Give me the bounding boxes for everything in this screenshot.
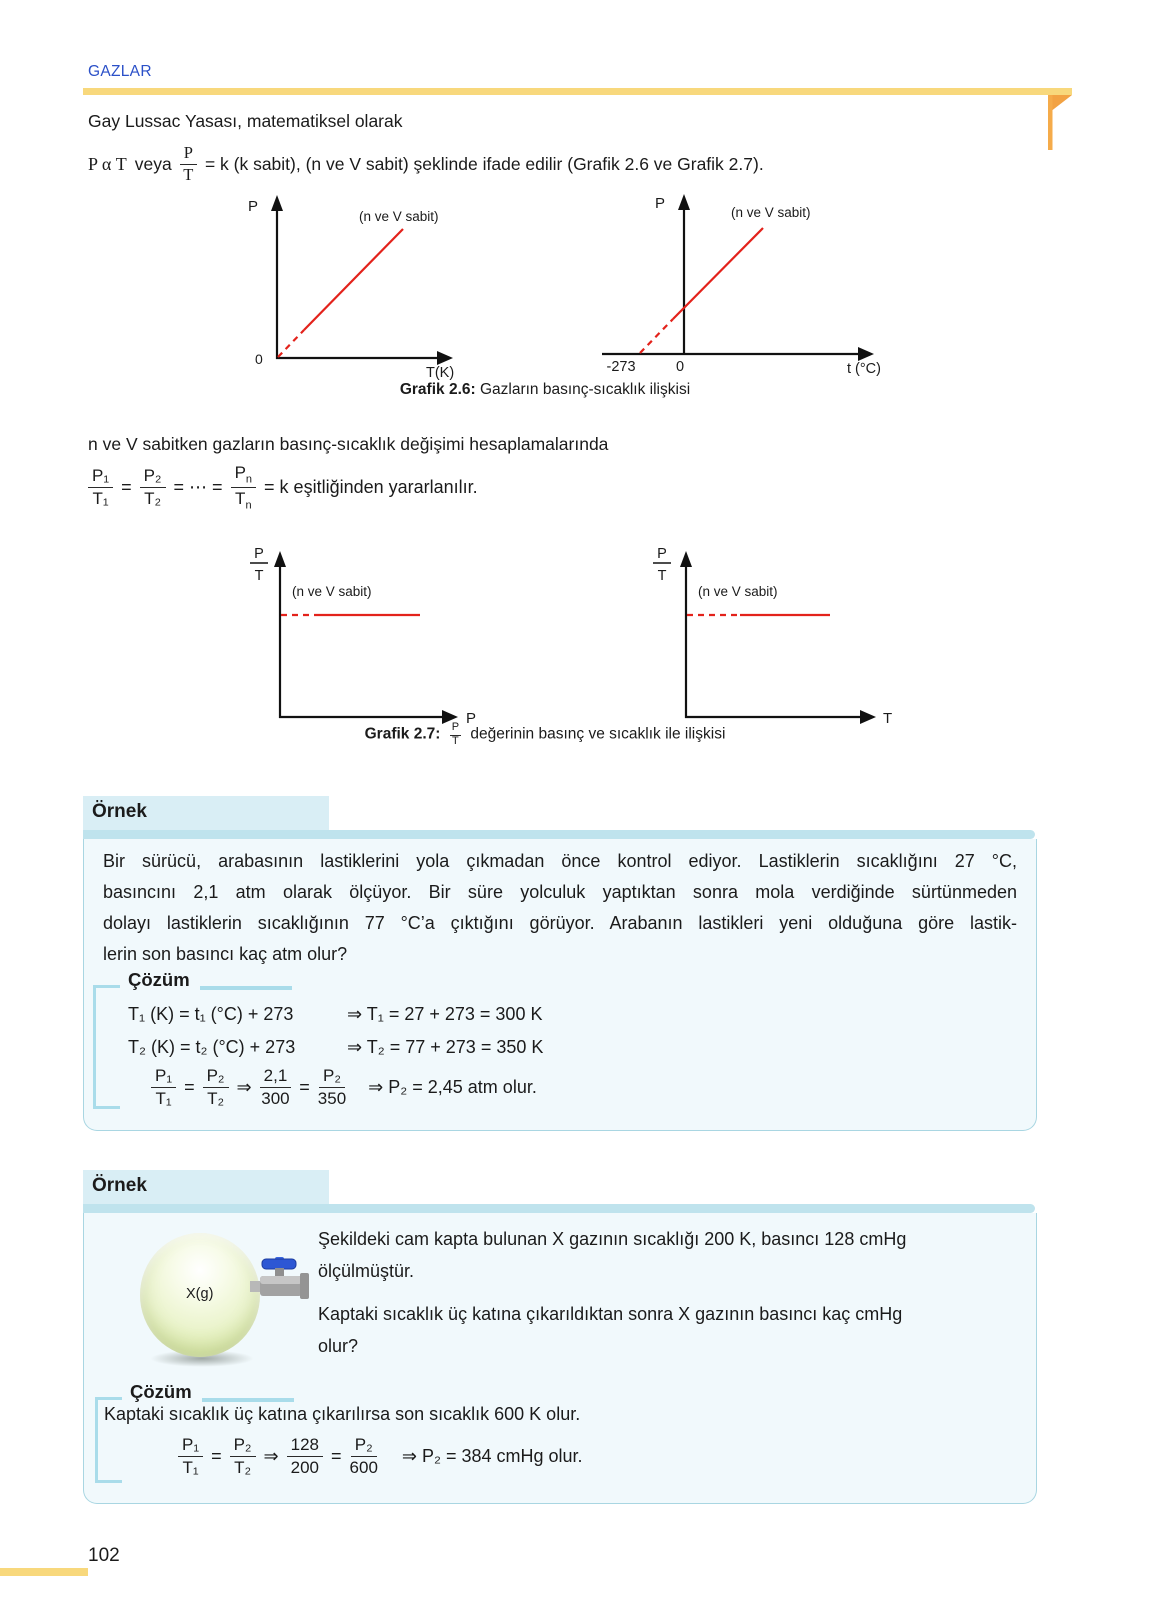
y-axis-label-denominator: T (254, 568, 264, 584)
x-axis-label: t (°C) (847, 361, 881, 377)
solution-final-result: ⇒ P₂ = 2,45 atm olur. (368, 1076, 537, 1097)
fraction-p1-t1: $\frac{\text{P₁}}{\text{T₁}}$ (151, 1066, 176, 1108)
proportionality-expression: P α T (88, 153, 127, 174)
equals-sign: = (299, 1076, 310, 1097)
chain-equation (88, 463, 478, 512)
equals-sign: = (331, 1445, 342, 1466)
x-axis-label: P (466, 710, 477, 727)
y-axis-label: P (655, 195, 666, 212)
equals-sign: = (121, 477, 132, 498)
condition-note: (n ve V sabit) (292, 584, 372, 599)
implies-arrow: ⇒ (263, 1445, 279, 1466)
solution-heading-underline (200, 986, 292, 990)
intro-text: Gay Lussac Yasası, matematiksel olarak (88, 111, 403, 131)
fraction-numeric-2: $\frac{\text{P₂}}{350}$ (317, 1066, 347, 1108)
valve-icon (250, 1256, 320, 1304)
y-axis-arrow (680, 551, 692, 567)
implies-arrow: ⇒ (236, 1076, 252, 1097)
grafik-2-6-caption (145, 381, 945, 399)
pressure-temperature-graph-kelvin (235, 190, 485, 390)
caption-text: değerinin basınç ve sıcaklık ile ilişkisi (470, 725, 726, 743)
problem-text-line: Bir sürücü, arabasının lastiklerini yola çıkmadan önce kontrol ediyor. Lastiklerin sıcaklığını 27 °C, (103, 851, 1017, 871)
absolute-zero-tick: -273 (606, 359, 636, 375)
body-text: n ve V sabitken gazların basınç-sıcaklık değişimi hesaplamalarında (88, 434, 609, 454)
formula-connector: veya (134, 153, 172, 174)
corner-fold-line (1048, 95, 1053, 150)
y-axis-label-denominator: T (657, 568, 667, 584)
y-axis-label: P (248, 198, 259, 215)
x-axis-arrow (437, 351, 453, 365)
solution-heading: Çözüm (128, 969, 190, 990)
fraction-p1-t1: $\frac{\text{P₁}}{\text{T₁}}$ (178, 1435, 203, 1477)
y-axis-label-numerator: P (254, 546, 264, 562)
ellipsis-equals: = ⋯ = (173, 477, 223, 498)
x-axis-arrow (858, 347, 874, 361)
problem-text-line: lerin son basıncı kaç atm olur? (103, 944, 348, 964)
example-1-topbar (83, 830, 1035, 839)
example-1-tab (83, 796, 329, 830)
footer-rule (0, 1568, 88, 1576)
solution-equation-row (178, 1435, 583, 1477)
solution-final-result: ⇒ P₂ = 384 cmHg olur. (401, 1445, 583, 1466)
gay-lussac-formula (88, 138, 764, 190)
fraction-pn-tn: $\frac{P_n}{T_n}$ (231, 463, 256, 512)
condition-note: (n ve V sabit) (359, 209, 439, 224)
example-2-tab (83, 1170, 329, 1204)
solution-heading: Çözüm (130, 1381, 192, 1402)
fraction-numeric-2: $\frac{\text{P₂}}{600}$ (349, 1435, 378, 1477)
grafik-2-7-caption (145, 722, 945, 747)
origin-label: 0 (255, 351, 263, 367)
x-axis-label: T (883, 710, 893, 727)
problem-text-line: Kaptaki sıcaklık üç katına çıkarıldıktan sonra X gazının basıncı kaç cmHg (318, 1304, 903, 1324)
extrapolated-line (640, 319, 673, 353)
top-rule (83, 88, 1072, 95)
y-axis-arrow (678, 194, 690, 210)
pt-ratio-pressure-graph (240, 540, 490, 738)
solution-step: T₁ (K) = t₁ (°C) + 273 (128, 1004, 294, 1024)
equals-sign: = (211, 1445, 222, 1466)
problem-text-line: dolayı lastiklerin sıcaklığının 77 °C’a çıktığını görüyor. Arabanın lastikleri yeni olduğuna göre lastik- (103, 913, 1017, 933)
pt-ratio-temperature-graph (640, 540, 900, 738)
solution-equation-row (151, 1066, 537, 1108)
fraction-numeric-1: $\frac{2,1}{300}$ (261, 1066, 290, 1108)
caption-fraction: $\frac{P}{T}$ (451, 721, 460, 747)
y-axis-label-numerator: P (657, 546, 667, 562)
flask-label: X(g) (186, 1286, 214, 1302)
solution-heading-underline (202, 1398, 294, 1402)
fraction-p1-t1: $\frac{\text{P₁}}{\text{T₁}}$ (88, 466, 113, 508)
equation-tail: = k eşitliğinden yararlanılır. (264, 477, 478, 498)
zero-tick: 0 (675, 359, 685, 375)
example-title: Örnek (92, 1175, 147, 1196)
equals-sign: = (184, 1076, 195, 1097)
problem-text-line: basıncını 2,1 atm olarak ölçüyor. Bir süre yolculuk yaptıktan sonra mola verdiğinde sürtünmeden (103, 882, 1017, 902)
caption-label: Grafik 2.7: (364, 725, 441, 743)
extrapolated-line (278, 330, 304, 357)
example-2-topbar (83, 1204, 1035, 1213)
fraction-p2-t2: $\frac{\text{P₂}}{\text{T₂}}$ (230, 1435, 256, 1477)
y-axis-arrow (271, 195, 283, 211)
p-over-t-fraction: $\frac{P}{T}$ (180, 144, 197, 185)
corner-fold-decoration (1040, 88, 1084, 154)
condition-note: (n ve V sabit) (698, 584, 778, 599)
problem-text-line: olur? (318, 1336, 359, 1356)
data-line (304, 229, 403, 330)
page-number: 102 (88, 1545, 120, 1566)
fraction-p2-t2: $\frac{\text{P₂}}{\text{T₂}}$ (203, 1066, 229, 1108)
problem-text-line: ölçülmüştür. (318, 1261, 415, 1281)
caption-label: Grafik 2.6: (399, 381, 476, 398)
solution-step-result: ⇒ T₂ = 77 + 273 = 350 K (347, 1037, 544, 1057)
caption-text: Gazların basınç-sıcaklık ilişkisi (479, 381, 691, 398)
formula-rest: = k (k sabit), (n ve V sabit) şeklinde ifade edilir (Grafik 2.6 ve Grafik 2.7). (204, 153, 764, 174)
solution-step: Kaptaki sıcaklık üç katına çıkarılırsa son sıcaklık 600 K olur. (104, 1404, 581, 1424)
solution-step: T₂ (K) = t₂ (°C) + 273 (128, 1037, 296, 1057)
solution-step-result: ⇒ T₁ = 27 + 273 = 300 K (347, 1004, 543, 1024)
section-label: GAZLAR (88, 63, 152, 80)
fraction-p2-t2: $\frac{\text{P₂}}{\text{T₂}}$ (140, 466, 166, 508)
x-axis-label: T(K) (426, 365, 455, 381)
condition-note: (n ve V sabit) (731, 205, 811, 220)
problem-text-line: Şekildeki cam kapta bulunan X gazının sıcaklığı 200 K, basıncı 128 cmHg (318, 1229, 907, 1249)
pressure-temperature-graph-celsius (585, 190, 905, 390)
example-title: Örnek (92, 801, 147, 822)
y-axis-arrow (274, 551, 286, 567)
data-line (673, 228, 763, 319)
fraction-numeric-1: $\frac{128}{200}$ (287, 1435, 323, 1477)
solution-bracket (93, 985, 120, 1109)
